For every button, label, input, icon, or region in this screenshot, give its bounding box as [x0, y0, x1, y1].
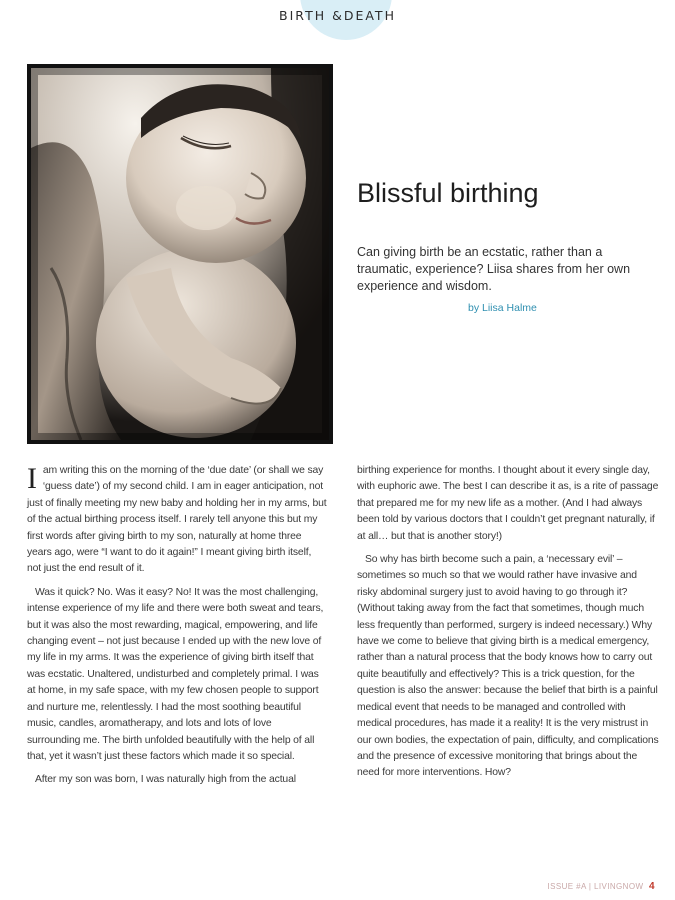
paragraph: Iam writing this on the morning of the ‘due date’ (or shall we say ‘guess date’) of my second child. I am in eager anticipation, not just of finally meeting my new baby and holding her in my arms, but of the actual birthing process itself. I rarely tell anyone this but my first words after giving birth to my son, naturally at home three years ago, were “I want to do it again!” I meant giving birth itself, not just the end result of it.	[27, 462, 327, 575]
article-standfirst: Can giving birth be an ecstatic, rather than a traumatic, experience? Liisa shares from her own experience and wisdom.	[357, 245, 631, 293]
baby-photo	[27, 64, 333, 444]
article-column-right	[357, 463, 659, 789]
article-column-left	[27, 463, 327, 796]
article-byline: by Liisa Halme	[468, 302, 537, 314]
page-footer	[548, 881, 655, 892]
paragraph: Was it quick? No. Was it easy? No! It was the most challenging, intense experience of my life and there were both sweat and tears, but it was also the most rewarding, magical, empowering, and life changing event – not just because I ended up with the new love of my life in my arms. It was the experience of giving birth itself that was ecstatic. Unaltered, undisturbed and completely primal. I was at home, in my safe space, with my few chosen people to support and nurture me, relentlessly. I had the most soothing beautiful music, candles, aromatherapy, and lots and lots of love surrounding me. The birth unfolded beautifully with the help of all that, yet it wasn’t just these factors which made it so special.	[27, 586, 324, 762]
paragraph: birthing experience for months. I thought about it every single day, with euphoric awe. The best I can describe it as, is a rite of passage that prepared me for my new life as a mother. (And I had always been told by various doctors that I couldn’t get pregnant naturally, if at all… but that is another story!)	[357, 465, 659, 542]
article-title: Blissful birthing	[357, 178, 539, 208]
baby-illustration	[31, 68, 329, 440]
section-label: BIRTH &DEATH	[279, 8, 396, 23]
paragraph: So why has birth become such a pain, a ‘necessary evil’ – sometimes so much so that we would rather have invasive and risky abdominal surgery just to avoid having to go through it? (Without taking away from the fact that sometimes, though much less frequently than performed, surgery is indeed necessary.) Why have we come to believe that giving birth is a medical emergency, rather than a natural process that the body knows how to carry out quite beautifully and effectively? This is a trick question, for the question is also the answer: because the belief that birth is a painful medical event that needs to be managed and controlled with medical procedures, has made it a reality! It is the very mistrust in our own bodies, the expectation of pain, difficulty, and complications and the presence of excessive monitoring that brings about the need for more interventions. How?	[357, 554, 659, 779]
drop-cap: I	[27, 462, 37, 495]
paragraph: After my son was born, I was naturally high from the actual	[35, 774, 296, 786]
issue-label: ISSUE #A | LIVINGNOW	[547, 882, 644, 891]
page-number: 4	[649, 881, 655, 892]
